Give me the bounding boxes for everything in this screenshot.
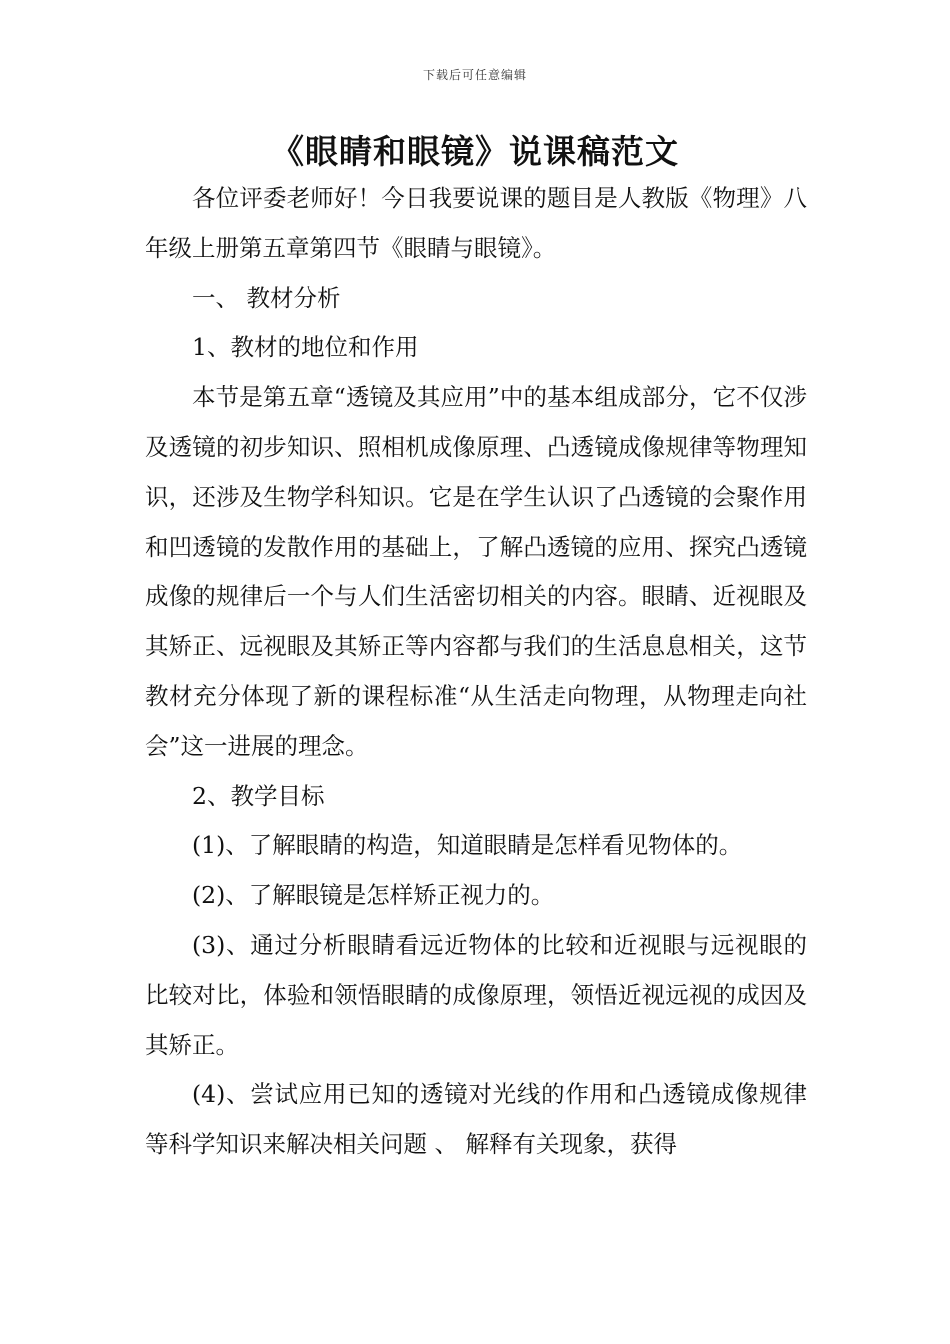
page-header-note: 下载后可任意编辑 <box>422 68 527 82</box>
goal-item-1: (1)、了解眼睛的构造，知道眼睛是怎样看见物体的。 <box>192 831 743 860</box>
goal-item-4: (4)、尝试应用已知的透镜对光线的作用和凸透镜成像规律等科学知识来解决相关问题 、 解释有关现象，获得 <box>145 1080 807 1159</box>
goal-item-3: (3)、通过分析眼睛看远近物体的比较和近视眼与远视眼的比较对比，体验和领悟眼睛的成像原理，领悟近视远视的成因及其矫正。 <box>145 930 807 1059</box>
intro-paragraph: 各位评委老师好！今日我要说课的题目是人教版《物理》八年级上册第五章第四节《眼睛与眼镜》。 <box>145 184 807 262</box>
goal-item-2: (2)、了解眼镜是怎样矫正视力的。 <box>192 881 555 910</box>
document-body <box>145 174 807 1170</box>
section-heading-textbook-analysis: 一、 教材分析 <box>192 283 341 312</box>
document-title: 《眼睛和眼镜》说课稿范文 <box>271 132 679 171</box>
subheading-status-and-role: 1、教材的地位和作用 <box>192 333 419 362</box>
status-role-paragraph: 本节是第五章“透镜及其应用”中的基本组成部分，它不仅涉及透镜的初步知识、照相机成像原理、凸透镜成像规律等物理知识，还涉及生物学科知识。它是在学生认识了凸透镜的会聚作用和凹透镜的发散作用的基础上，了解凸透镜的应用、探究凸透镜成像的规律后一个与人们生活密切相关的内容。眼睛、近视眼及其矫正、远视眼及其矫正等内容都与我们的生活息息相关，这节教材充分体现了新的课程标准“从生活走向物理，从物理走向社会”这一进展的理念。 <box>145 383 807 760</box>
subheading-teaching-goals: 2、教学目标 <box>192 781 325 810</box>
